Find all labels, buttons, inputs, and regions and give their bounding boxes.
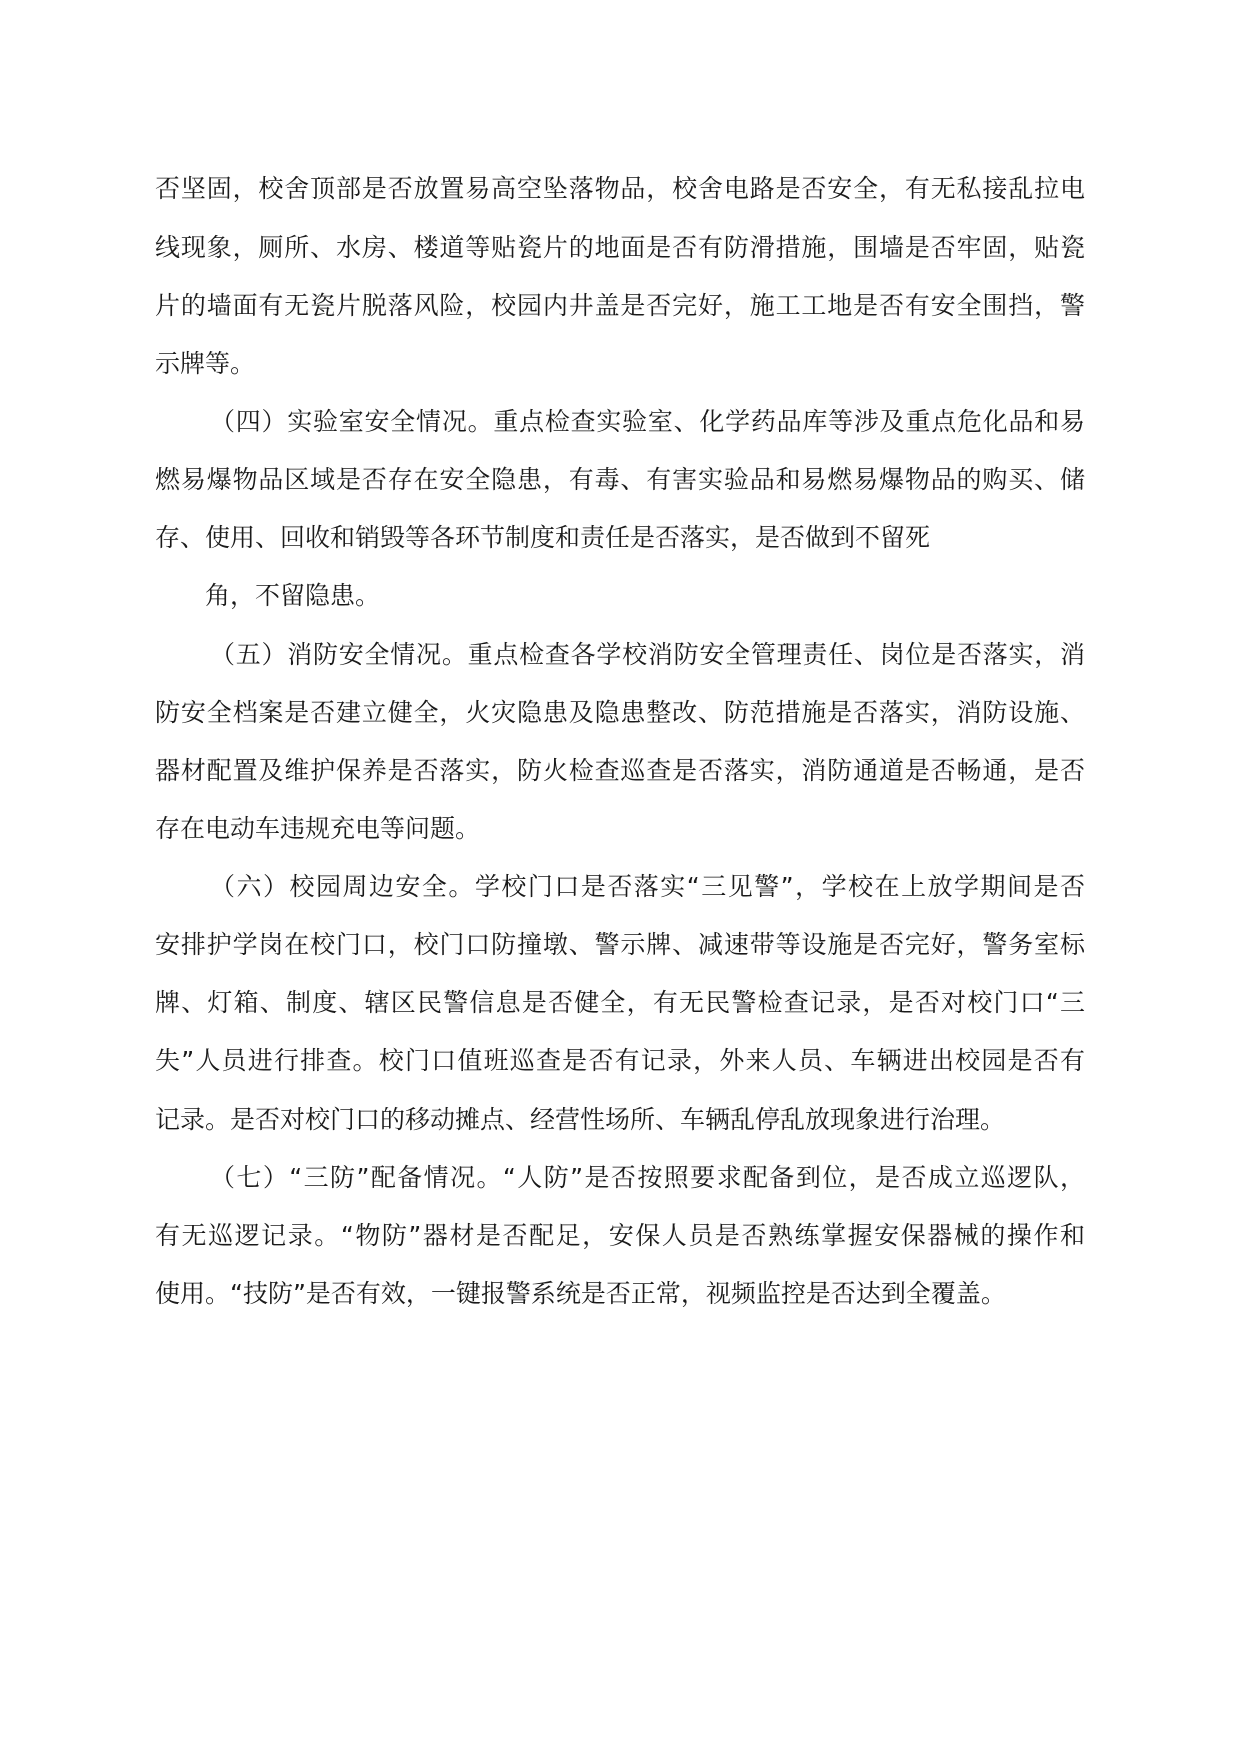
- text-line: 线现象，厕所、水房、楼道等贴瓷片的地面是否有防滑措施，围墙是否牢固，贴瓷: [155, 233, 1085, 262]
- text-line: 防安全档案是否建立健全，火灾隐患及隐患整改、防范措施是否落实，消防设施、: [155, 698, 1085, 727]
- text-line: 器材配置及维护保养是否落实，防火检查巡查是否落实，消防通道是否畅通，是否: [155, 756, 1085, 785]
- text-line: 存、使用、回收和销毁等各环节制度和责任是否落实，是否做到不留死: [155, 523, 931, 552]
- paragraph-heading-line: （五）消防安全情况。重点检查各学校消防安全管理责任、岗位是否落实，消: [210, 640, 1085, 669]
- paragraph-heading-line: （六）校园周边安全。学校门口是否落实“三见警”，学校在上放学期间是否: [210, 872, 1085, 901]
- text-line: 燃易爆物品区域是否存在安全隐患，有毒、有害实验品和易燃易爆物品的购买、储: [155, 465, 1085, 494]
- paragraph-heading-line: （四）实验室安全情况。重点检查实验室、化学药品库等涉及重点危化品和易: [210, 407, 1085, 436]
- text-line: 有无巡逻记录。“物防”器材是否配足，安保人员是否熟练掌握安保器械的操作和: [155, 1221, 1085, 1250]
- text-line: 记录。是否对校门口的移动摊点、经营性场所、车辆乱停乱放现象进行治理。: [155, 1105, 1006, 1134]
- text-line: 片的墙面有无瓷片脱落风险，校园内井盖是否完好，施工工地是否有安全围挡，警: [155, 291, 1085, 320]
- text-line: 使用。“技防”是否有效，一键报警系统是否正常，视频监控是否达到全覆盖。: [155, 1279, 1006, 1308]
- text-line: 存在电动车违规充电等问题。: [155, 814, 481, 843]
- text-line: 示牌等。: [155, 349, 256, 378]
- text-line: 安排护学岗在校门口，校门口防撞墩、警示牌、减速带等设施是否完好，警务室标: [155, 930, 1085, 959]
- text-line: 失”人员进行排查。校门口值班巡查是否有记录，外来人员、车辆进出校园是否有: [155, 1046, 1085, 1075]
- paragraph-heading-line: （七）“三防”配备情况。“人防”是否按照要求配备到位，是否成立巡逻队，: [210, 1163, 1085, 1192]
- text-line: 牌、灯箱、制度、辖区民警信息是否健全，有无民警检查记录，是否对校门口“三: [155, 988, 1085, 1017]
- text-line: 角，不留隐患。: [205, 581, 381, 610]
- text-line: 否坚固，校舍顶部是否放置易高空坠落物品，校舍电路是否安全，有无私接乱拉电: [155, 174, 1085, 203]
